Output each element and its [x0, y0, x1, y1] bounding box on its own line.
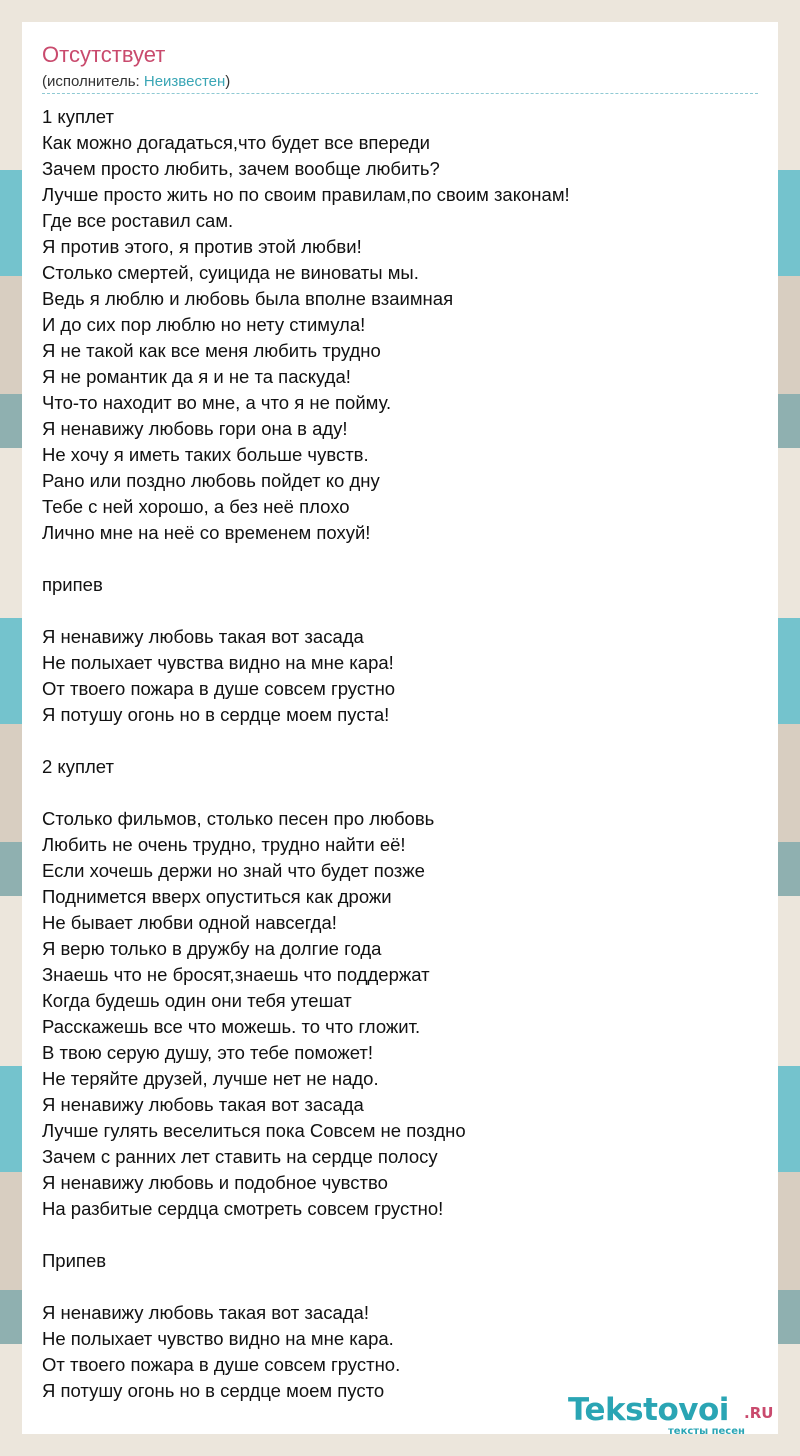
- lyric-line: Я ненавижу любовь такая вот засада: [42, 626, 364, 647]
- logo-domain: .RU: [744, 1404, 774, 1422]
- artist-prefix: (исполнитель:: [42, 73, 144, 90]
- lyric-line: Ведь я люблю и любовь была вполне взаимная: [42, 288, 454, 309]
- lyric-line: Я потушу огонь но в сердце моем пуста!: [42, 704, 390, 725]
- lyric-line: Я не романтик да я и не та паскуда!: [42, 366, 351, 387]
- lyric-line: Я потушу огонь но в сердце моем пусто: [42, 1380, 385, 1401]
- lyric-line: Знаешь что не бросят,знаешь что поддержат: [42, 964, 430, 985]
- song-title: Отсутствует: [42, 42, 166, 67]
- lyric-line: На разбитые сердца смотреть совсем грустно!: [42, 1198, 444, 1219]
- lyric-line: [42, 598, 758, 624]
- lyric-line: [42, 1274, 758, 1300]
- lyric-line: 1 куплет: [42, 106, 114, 127]
- lyric-line: Я верю только в дружбу на долгие года: [42, 938, 382, 959]
- lyric-line: Я ненавижу любовь гори она в аду!: [42, 418, 348, 439]
- lyric-line: Я ненавижу любовь такая вот засада: [42, 1094, 364, 1115]
- lyric-line: Тебе с ней хорошо, а без неё плохо: [42, 496, 350, 517]
- lyric-line: [42, 546, 758, 572]
- lyric-line: Не хочу я иметь таких больше чувств.: [42, 444, 369, 465]
- lyric-line: Зачем просто любить, зачем вообще любить?: [42, 158, 440, 179]
- lyric-line: Зачем с ранних лет ставить на сердце полосу: [42, 1146, 438, 1167]
- lyric-line: [42, 728, 758, 754]
- lyric-line: Столько смертей, суицида не виноваты мы.: [42, 262, 419, 283]
- lyric-line: Поднимется вверх опуститься как дрожи: [42, 886, 392, 907]
- lyric-line: Где все роставил сам.: [42, 210, 234, 231]
- site-logo[interactable]: [568, 1392, 778, 1437]
- lyric-line: От твоего пожара в душе совсем грустно: [42, 678, 396, 699]
- lyric-line: Я ненавижу любовь такая вот засада!: [42, 1302, 369, 1323]
- lyric-line: Как можно догадаться,что будет все впереди: [42, 132, 431, 153]
- lyric-line: Расскажешь все что можешь. то что гложит.: [42, 1016, 421, 1037]
- lyric-line: Я ненавижу любовь и подобное чувство: [42, 1172, 388, 1193]
- lyric-line: Не теряйте друзей, лучше нет не надо.: [42, 1068, 379, 1089]
- lyrics-text: [42, 104, 758, 1404]
- lyric-line: Припев: [42, 1250, 107, 1271]
- artist-line: [42, 72, 230, 92]
- lyric-line: От твоего пожара в душе совсем грустно.: [42, 1354, 401, 1375]
- artist-link[interactable]: Неизвестен: [143, 73, 226, 90]
- lyric-line: Столько фильмов, столько песен про любовь: [42, 808, 435, 829]
- lyric-line: Я против этого, я против этой любви!: [42, 236, 362, 257]
- lyric-line: Лично мне на неё со временем похуй!: [42, 522, 371, 543]
- artist-suffix: ): [225, 73, 231, 90]
- lyric-line: Не бывает любви одной навсегда!: [42, 912, 337, 933]
- lyric-line: И до сих пор люблю но нету стимула!: [42, 314, 366, 335]
- lyric-line: [42, 1222, 758, 1248]
- lyric-line: Рано или поздно любовь пойдет ко дну: [42, 470, 380, 491]
- logo-name: Tekstovoi: [568, 1392, 729, 1428]
- lyric-line: Любить не очень трудно, трудно найти её!: [42, 834, 406, 855]
- lyric-line: [42, 780, 758, 806]
- lyric-line: Не полыхает чувство видно на мне кара.: [42, 1328, 394, 1349]
- lyric-line: Я не такой как все меня любить трудно: [42, 340, 381, 361]
- lyric-line: припев: [42, 574, 103, 595]
- lyric-line: Что-то находит во мне, а что я не пойму.: [42, 392, 392, 413]
- lyric-line: Не полыхает чувства видно на мне кара!: [42, 652, 394, 673]
- lyric-line: Если хочешь держи но знай что будет позже: [42, 860, 425, 881]
- lyric-line: 2 куплет: [42, 756, 114, 777]
- logo-tagline: тексты песен: [668, 1426, 745, 1437]
- lyrics-card: [22, 22, 778, 1437]
- lyric-line: Когда будешь один они тебя утешат: [42, 990, 352, 1011]
- lyric-line: В твою серую душу, это тебе поможет!: [42, 1042, 373, 1063]
- lyric-line: Лучше гулять веселиться пока Совсем не поздно: [42, 1120, 466, 1141]
- lyric-line: Лучше просто жить но по своим правилам,по своим законам!: [42, 184, 570, 205]
- title-divider: [42, 93, 758, 94]
